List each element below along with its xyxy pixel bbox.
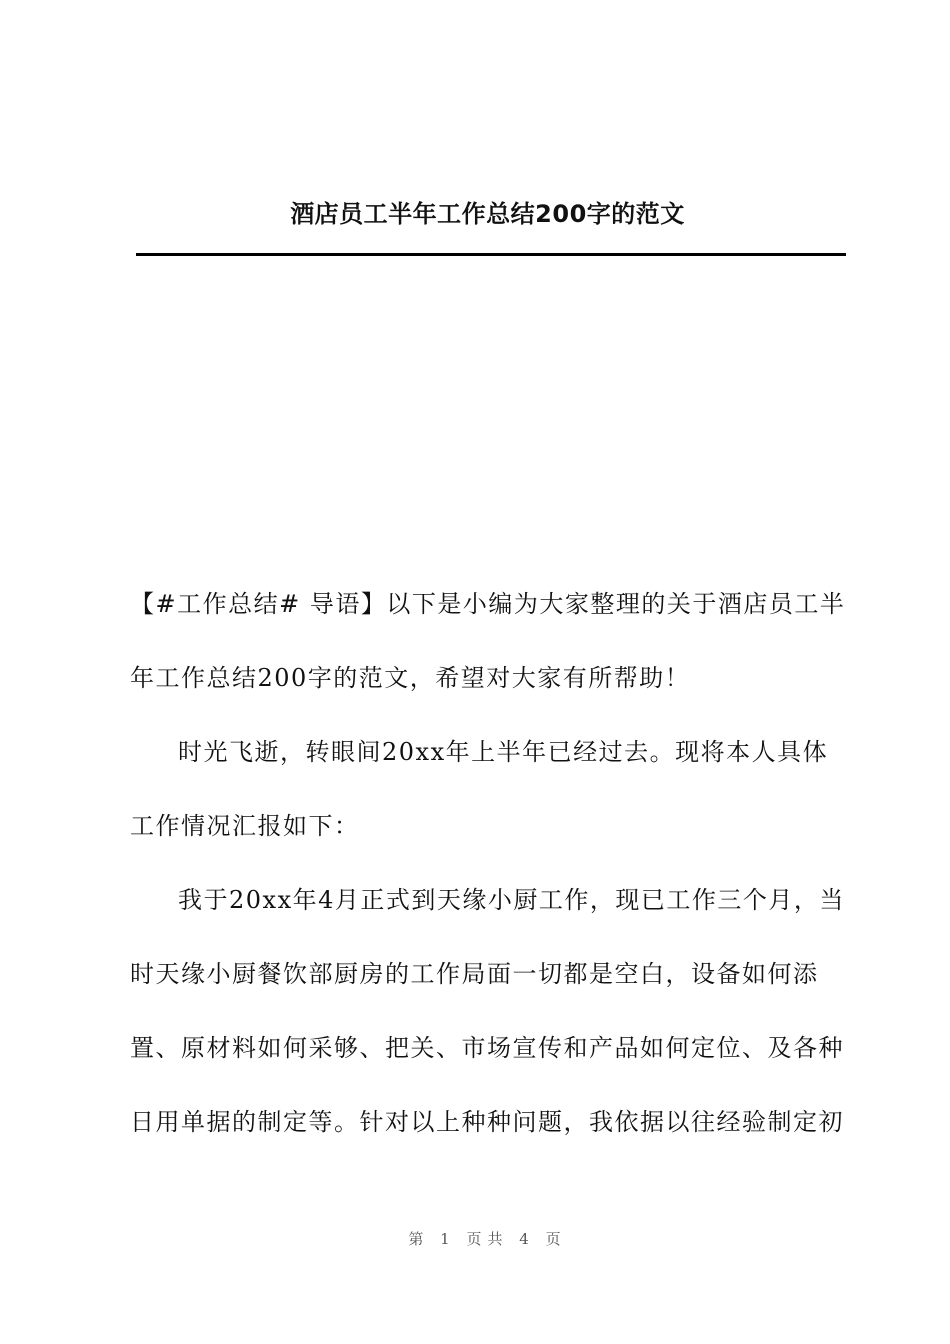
body-paragraph: 我于20xx年4月正式到天缘小厨工作，现已工作三个月，当时天缘小厨餐饮部厨房的工作局面一切都是空白，设备如何添置、原材料如何采够、把关、市场宣传和产品如何定位、及各种日用单据的制定等。针对以上种种问题，我依据以往经验制定初 <box>130 886 845 1136</box>
body-paragraph: 时光飞逝，转眼间20xx年上半年已经过去。现将本人具体工作情况汇报如下： <box>130 738 829 840</box>
document-body <box>130 567 850 1159</box>
page-number-footer: 第 1 页共 4 页 <box>408 1230 567 1248</box>
intro-paragraph: 【#工作总结# 导语】以下是小编为大家整理的关于酒店员工半年工作总结200字的范文，希望对大家有所帮助！ <box>130 590 846 692</box>
title-underline <box>136 253 846 256</box>
document-title: 酒店员工半年工作总结200字的范文 <box>290 200 685 228</box>
